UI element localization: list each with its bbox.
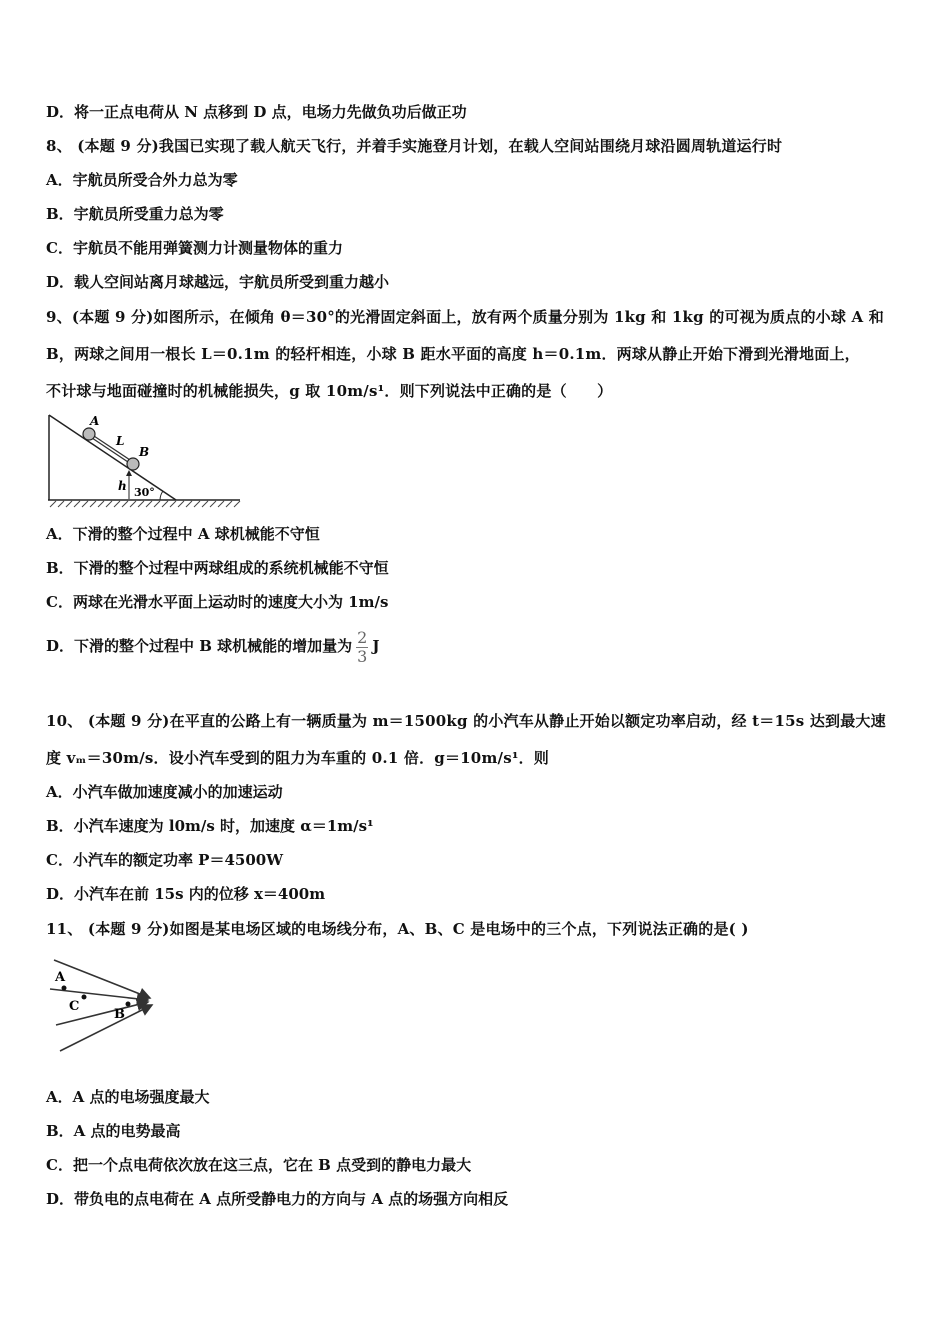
incline-slope — [49, 415, 176, 500]
q8-option-a: A．宇航员所受合外力总为零 — [46, 171, 238, 189]
q8-option-b: B．宇航员所受重力总为零 — [46, 205, 224, 223]
q9-option-d — [46, 628, 379, 666]
incline-figure — [44, 410, 244, 512]
label-l: L — [116, 434, 125, 448]
field-line-1 — [54, 960, 150, 998]
point-b — [126, 1002, 131, 1007]
q9-stem-line1: 9、(本题 9 分)如图所示，在倾角 θ＝30°的光滑固定斜面上，放有两个质量分别为 1kg 和 1kg 的可视为质点的小球 A 和 — [46, 308, 884, 326]
ball-b — [127, 458, 139, 470]
q9-option-b: B．下滑的整个过程中两球组成的系统机械能不守恒 — [46, 559, 389, 577]
label-point-c: C — [69, 999, 80, 1014]
light-rod-highlight — [90, 435, 132, 463]
ball-a — [83, 428, 95, 440]
q11-stem: 11、 (本题 9 分)如图是某电场区域的电场线分布，A、B、C 是电场中的三个点，下列说法正确的是( ) — [46, 920, 749, 938]
q7-option-d: D．将一正点电荷从 N 点移到 D 点，电场力先做负功后做正功 — [46, 103, 467, 121]
q11-option-c: C．把一个点电荷依次放在这三点，它在 B 点受到的静电力最大 — [46, 1156, 472, 1174]
q10-stem-line1: 10、 (本题 9 分)在平直的公路上有一辆质量为 m＝1500kg 的小汽车从静止开始以额定功率启动，经 t＝15s 达到最大速 — [46, 712, 886, 730]
label-point-a: A — [55, 970, 66, 985]
q10-stem-line2: 度 vₘ＝30m/s．设小汽车受到的阻力为车重的 0.1 倍．g＝10m/s¹．则 — [46, 749, 550, 767]
q9-option-a: A．下滑的整个过程中 A 球机械能不守恒 — [46, 525, 320, 543]
q11-option-a: A．A 点的电场强度最大 — [46, 1088, 210, 1106]
q9-option-d-text: D．下滑的整个过程中 B 球机械能的增加量为 — [46, 637, 353, 655]
point-c — [82, 995, 87, 1000]
fraction — [356, 629, 368, 666]
fraction-denominator: 3 — [357, 646, 368, 666]
electric-field-figure — [44, 950, 164, 1058]
q10-option-a: A．小汽车做加速度减小的加速运动 — [46, 783, 283, 801]
point-a — [62, 986, 67, 991]
label-a: A — [90, 414, 100, 428]
q9-stem-line2: B，两球之间用一根长 L＝0.1m 的轻杆相连，小球 B 距水平面的高度 h＝0.1m．两球从静止开始下滑到光滑地面上， — [46, 345, 860, 363]
q9-option-c: C．两球在光滑水平面上运动时的速度大小为 1m/s — [46, 593, 389, 611]
q10-option-b: B．小汽车速度为 l0m/s 时，加速度 α＝1m/s¹ — [46, 817, 374, 835]
fraction-numerator: 2 — [357, 627, 368, 647]
q8-stem: 8、 (本题 9 分)我国已实现了载人航天飞行，并着手实施登月计划，在载人空间站围绕月球沿圆周轨道运行时 — [46, 137, 783, 155]
q11-option-b: B．A 点的电势最高 — [46, 1122, 181, 1140]
q9-stem-line3: 不计球与地面碰撞时的机械能损失，g 取 10m/s¹．则下列说法中正确的是（ ） — [46, 382, 613, 400]
label-h: h — [118, 479, 127, 493]
incline-hatching — [50, 501, 240, 507]
q8-option-c: C．宇航员不能用弹簧测力计测量物体的重力 — [46, 239, 343, 257]
angle-arc — [160, 491, 163, 500]
q8-option-d: D．载人空间站离月球越远，宇航员所受到重力越小 — [46, 273, 390, 291]
label-point-b: B — [114, 1007, 125, 1022]
q10-option-c: C．小汽车的额定功率 P＝4500W — [46, 851, 284, 869]
q11-option-d: D．带负电的点电荷在 A 点所受静电力的方向与 A 点的场强方向相反 — [46, 1190, 509, 1208]
q9-option-d-unit: J — [372, 637, 380, 655]
height-arrow-head — [126, 470, 132, 476]
label-b: B — [139, 445, 150, 459]
label-angle: 30° — [134, 486, 155, 499]
q10-option-d: D．小汽车在前 15s 内的位移 x＝400m — [46, 885, 326, 903]
